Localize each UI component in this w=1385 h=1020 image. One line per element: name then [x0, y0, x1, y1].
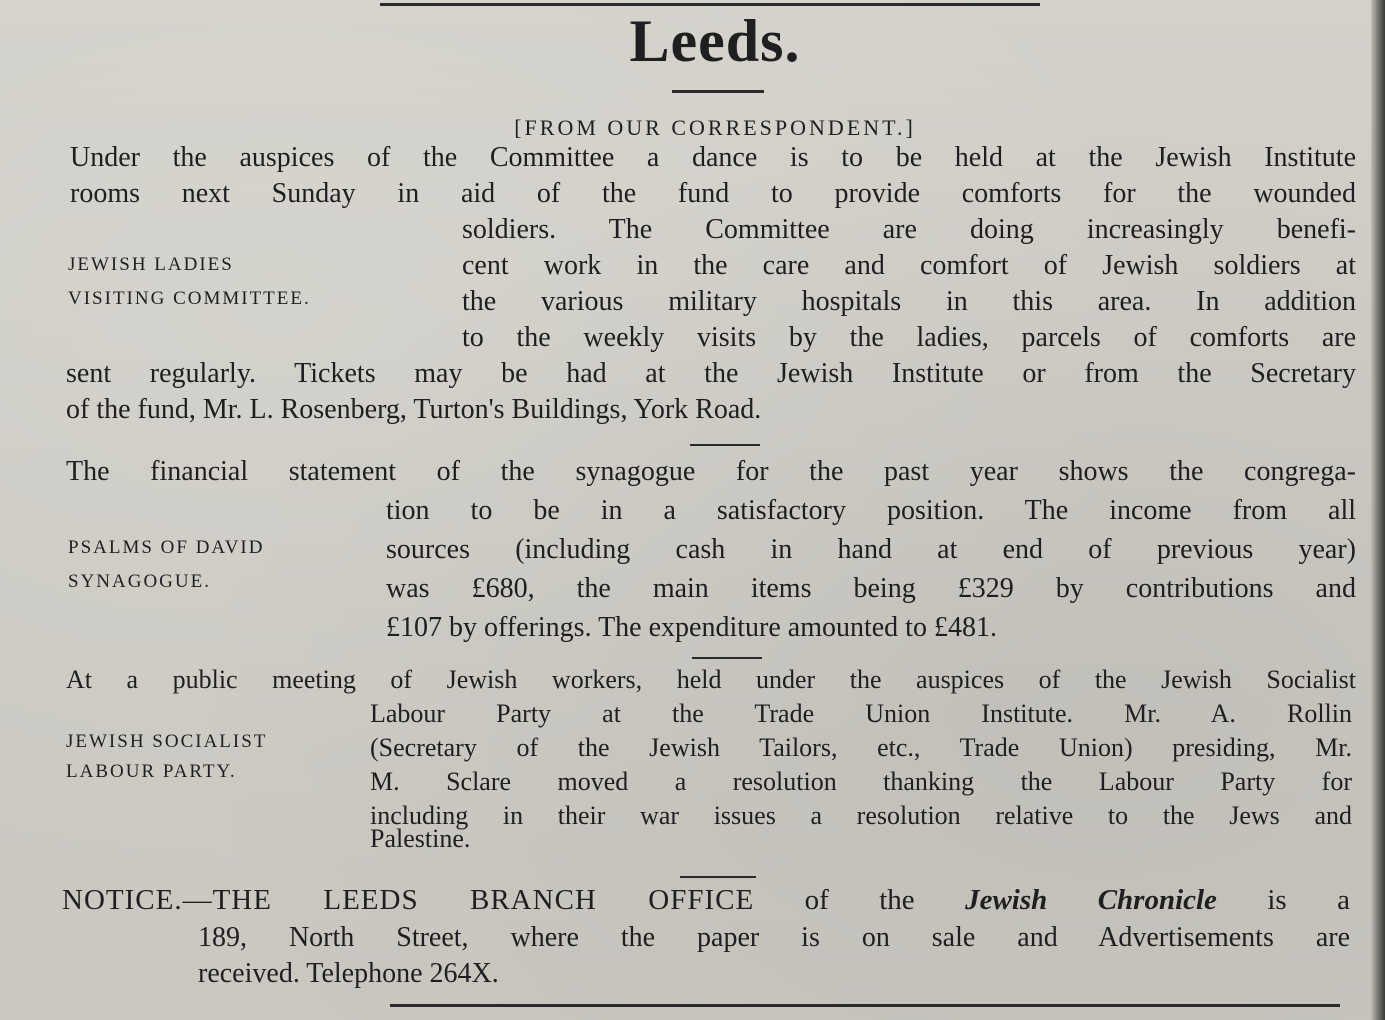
notice-text: of the: [754, 884, 966, 916]
page-title: Leeds.: [629, 8, 801, 74]
side-heading: PSALMS OF DAVID: [68, 537, 265, 558]
article-line: sent regularly. Tickets may be had at the Jewish Institute or from the Secretary: [66, 358, 1356, 389]
section-divider: [692, 657, 762, 659]
newspaper-name: Jewish Chronicle: [965, 884, 1217, 916]
article-line: rooms next Sunday in aid of the fund to provide comforts for the wounded: [70, 178, 1356, 209]
page-edge-shadow: [1371, 0, 1385, 1020]
article-line: (Secretary of the Jewish Tailors, etc., Trade Union) presiding, Mr.: [370, 733, 1352, 762]
correspondent-byline: [FROM OUR CORRESPONDENT.]: [514, 115, 916, 140]
notice-line: 189, North Street, where the paper is on sale and Advertisements are: [198, 922, 1350, 953]
side-heading: LABOUR PARTY.: [66, 761, 237, 782]
article-line: including in their war issues a resolution relative to the Jews and: [370, 801, 1352, 830]
article-line: Palestine.: [370, 824, 471, 853]
section-divider: [690, 444, 760, 446]
article-line: £107 by offerings. The expenditure amounted to £481.: [386, 612, 997, 643]
article-line: tion to be in a satisfactory position. The income from all: [386, 495, 1356, 526]
article-line: Labour Party at the Trade Union Institute. Mr. A. Rollin: [370, 699, 1352, 728]
side-heading: JEWISH SOCIALIST: [66, 731, 268, 752]
article-line: cent work in the care and comfort of Jewish soldiers at: [462, 250, 1356, 281]
article-line: sources (including cash in hand at end of previous year): [386, 534, 1356, 565]
article-line: Under the auspices of the Committee a dance is to be held at the Jewish Institute: [70, 142, 1356, 173]
article-line: The financial statement of the synagogue for the past year shows the congrega-: [66, 456, 1356, 487]
notice-heading: NOTICE.—THE LEEDS BRANCH OFFICE: [62, 884, 755, 916]
bottom-rule: [390, 1004, 1340, 1007]
article-line: At a public meeting of Jewish workers, held under the auspices of the Jewish Socialist: [66, 665, 1356, 694]
article-line: M. Sclare moved a resolution thanking the Labour Party for: [370, 767, 1352, 796]
article-line: to the weekly visits by the ladies, parcels of comforts are: [462, 322, 1356, 353]
notice-line: [62, 884, 1350, 916]
article-line: the various military hospitals in this area. In addition: [462, 286, 1356, 317]
section-divider: [680, 876, 756, 878]
side-heading: JEWISH LADIES: [68, 254, 234, 275]
notice-text: is a: [1216, 884, 1351, 916]
side-heading: SYNAGOGUE.: [68, 571, 211, 592]
article-line: soldiers. The Committee are doing increasingly benefi-: [462, 214, 1356, 245]
article-line: of the fund, Mr. L. Rosenberg, Turton's Buildings, York Road.: [66, 394, 762, 425]
side-heading: VISITING COMMITTEE.: [68, 288, 311, 309]
article-line: was £680, the main items being £329 by contributions and: [386, 573, 1356, 604]
notice-line: received. Telephone 264X.: [198, 958, 499, 989]
title-divider: [672, 90, 764, 93]
